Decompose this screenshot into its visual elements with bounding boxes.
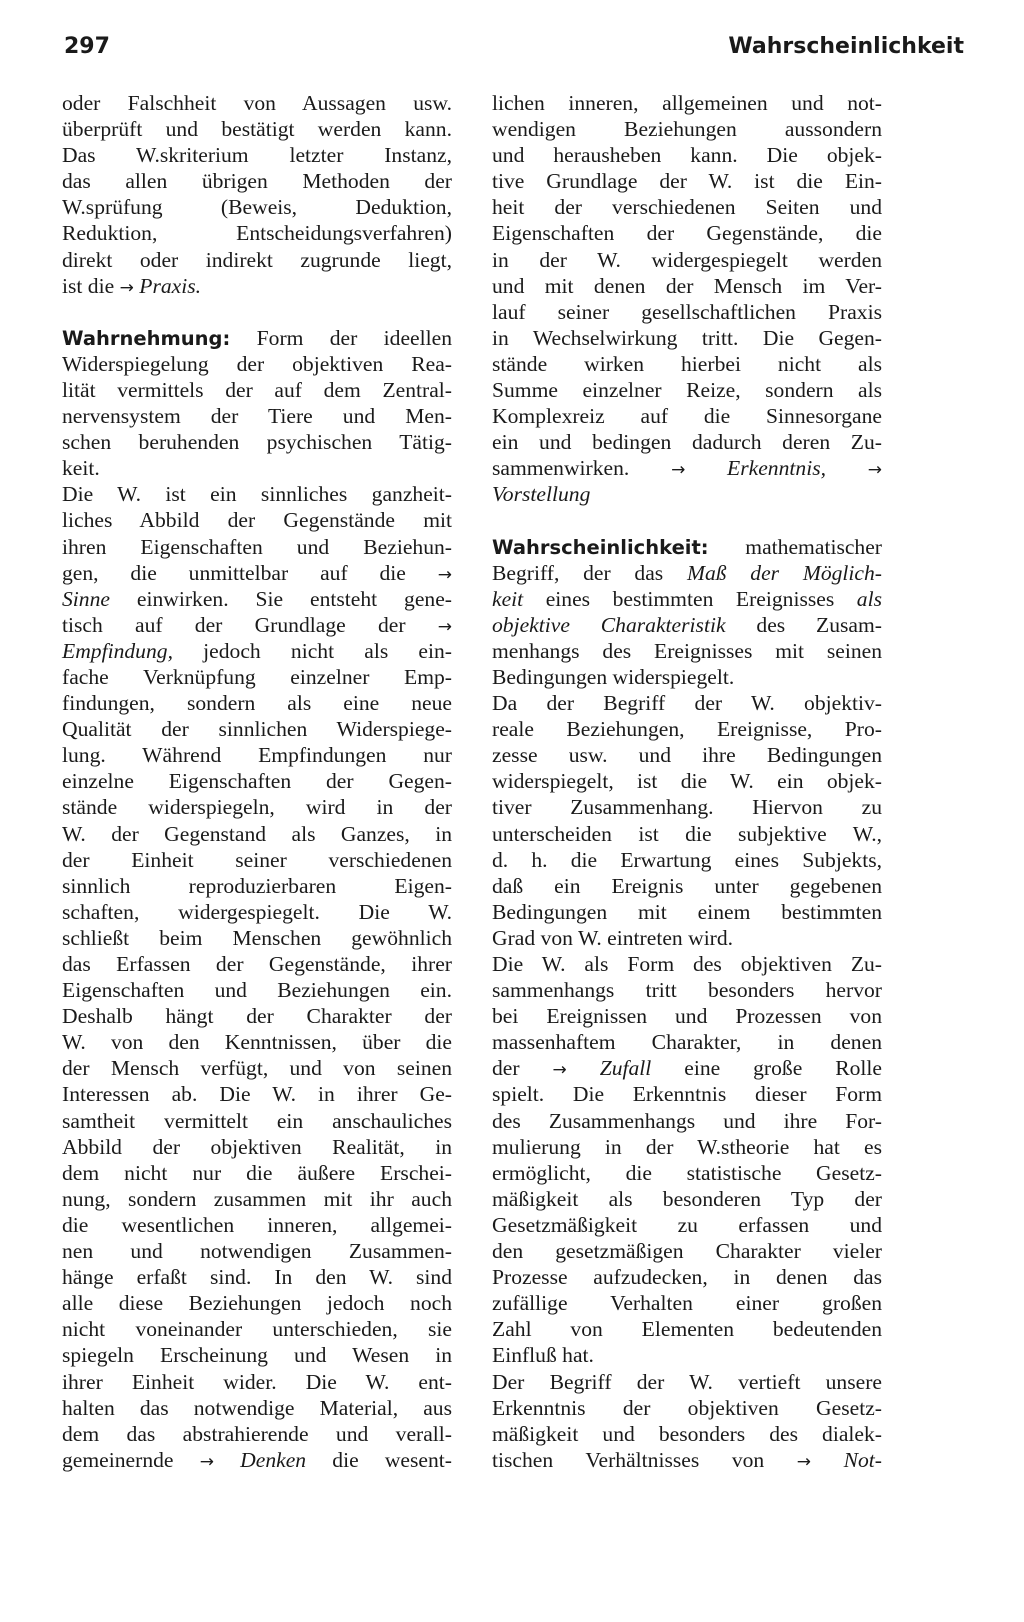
- entry-wahrnehmung: [62, 325, 452, 1473]
- text-line: und herausheben kann. Die objek-: [492, 143, 882, 168]
- text-line: sinnlich reproduzierbaren Eigen-: [62, 873, 452, 898]
- text-line: Reduktion, Entscheidungsverfahren): [62, 221, 452, 246]
- text-line: Interessen ab. Die W. in ihrer Ge-: [62, 1082, 452, 1107]
- text-line: Komplexreiz auf die Sinnesorgane: [492, 404, 882, 429]
- text-line: Bedingungen mit einem bestimmten: [492, 899, 882, 924]
- cross-reference-denken[interactable]: Denken: [240, 1447, 307, 1472]
- cross-reference-arrow-icon: →: [437, 564, 452, 585]
- text-line: den gesetzmäßigen Charakter vieler: [492, 1239, 882, 1264]
- text-line: nicht voneinander unterschieden, sie: [62, 1317, 452, 1342]
- text-line: die wesentlichen inneren, allgemei-: [62, 1212, 452, 1237]
- text-line: hänge erfaßt sind. In den W. sind: [62, 1265, 452, 1290]
- text-line: [492, 481, 882, 507]
- cross-reference-arrow-icon: →: [199, 1451, 214, 1472]
- text-line: der → Zufall eine große Rolle: [492, 1056, 883, 1081]
- text-line: der Mensch verfügt, und von seinen: [62, 1056, 452, 1081]
- cross-reference-arrow-icon: →: [437, 616, 453, 637]
- text-line: Abbild der objektiven Realität, in: [62, 1134, 452, 1159]
- text-line: keit eines bestimmten Ereignisses als: [492, 586, 882, 611]
- text-line: Prozesse aufzudecken, in denen das: [492, 1265, 882, 1290]
- text-line: gen, die unmittelbar auf die →: [62, 560, 452, 585]
- text-line: ihrer Einheit wider. Die W. ent-: [62, 1369, 452, 1394]
- text-line: fache Verknüpfung einzelner Emp-: [62, 664, 452, 689]
- text-line: stände widerspiegeln, wird in der: [62, 795, 452, 820]
- text-line: lauf seiner gesellschaftlichen Praxis: [492, 299, 882, 324]
- text-line: reale Beziehungen, Ereignisse, Pro-: [492, 717, 882, 742]
- text-line: keit.: [62, 456, 100, 481]
- text-line: einzelne Eigenschaften der Gegen-: [62, 769, 452, 794]
- text-line: des Zusammenhangs und ihre For-: [492, 1108, 882, 1133]
- text-line: menhangs des Ereignisses mit seinen: [492, 638, 882, 663]
- text-line: samtheit vermittelt ein anschauliches: [62, 1108, 452, 1133]
- text-line: ihren Eigenschaften und Beziehun-: [62, 534, 452, 559]
- text-line: W. der Gegenstand als Ganzes, in: [62, 821, 452, 846]
- right-column: [492, 90, 882, 1473]
- cross-reference-vorstellung[interactable]: Vorstellung: [492, 482, 591, 507]
- text-line: gemeinernde → Denken die wesent-: [62, 1447, 452, 1472]
- text-line: nung, sondern zusammen mit ihr auch: [62, 1186, 452, 1211]
- entry-wahrscheinlichkeit: [492, 534, 882, 1473]
- text-line: tive Grundlage der W. ist die Ein-: [492, 169, 882, 194]
- cross-reference-empfindung[interactable]: Empfindung,: [62, 638, 173, 663]
- cross-reference-sinne[interactable]: Sinne: [62, 586, 110, 611]
- text-line: mulierung in der W.stheorie hat es: [492, 1134, 882, 1159]
- text-line: Die W. ist ein sinnliches ganzheit-: [62, 482, 452, 507]
- text-line: Empfindung, jedoch nicht als ein-: [62, 638, 452, 663]
- entry-term: Wahrnehmung:: [62, 326, 231, 350]
- cross-reference-arrow-icon: →: [552, 1060, 567, 1081]
- text-line: Grad von W. eintreten wird.: [492, 925, 734, 950]
- text-line: nen und notwendigen Zusammen-: [62, 1239, 452, 1264]
- text-line: daß ein Ereignis unter gegebenen: [492, 873, 882, 898]
- entry-wahrnehmung-continuation: [492, 90, 882, 508]
- page-header: [60, 34, 964, 74]
- text-line: unterscheiden ist die subjektive W.,: [492, 821, 882, 846]
- text-line: mäßigkeit als besonderen Typ der: [492, 1186, 882, 1211]
- text-line: Der Begriff der W. vertieft unsere: [492, 1369, 882, 1394]
- cross-reference-praxis[interactable]: Praxis.: [139, 273, 202, 298]
- text-line: Da der Begriff der W. objektiv-: [492, 691, 882, 716]
- text-line: zufällige Verhalten einer großen: [492, 1291, 882, 1316]
- text-line: zesse usw. und ihre Bedingungen: [492, 743, 882, 768]
- cross-reference-arrow-icon: →: [119, 277, 134, 298]
- text-line: alle diese Beziehungen jedoch noch: [62, 1291, 452, 1316]
- text-line: direkt oder indirekt zugrunde liegt,: [62, 247, 452, 272]
- text-line: Zahl von Elementen bedeutenden: [492, 1317, 882, 1342]
- text-line: sammenhangs tritt besonders hervor: [492, 978, 882, 1003]
- text-line: ein und bedingen dadurch deren Zu-: [492, 430, 882, 455]
- text-line: objektive Charakteristik des Zusam-: [492, 612, 882, 637]
- text-line: lichen inneren, allgemeinen und not-: [492, 91, 882, 115]
- text-line: Bedingungen widerspiegelt.: [492, 664, 735, 689]
- text-line: der Einheit seiner verschiedenen: [62, 847, 452, 872]
- text-line: widerspiegelt, ist die W. ein objek-: [492, 769, 882, 794]
- text-line: dem das abstrahierende und verall-: [62, 1421, 452, 1446]
- text-line: wendigen Beziehungen aussondern: [492, 117, 882, 142]
- text-line: Widerspiegelung der objektiven Rea-: [62, 351, 452, 376]
- text-line: W. von den Kenntnissen, über die: [62, 1030, 452, 1055]
- cross-reference-arrow-icon: →: [867, 460, 882, 481]
- text-line: Die W. als Form des objektiven Zu-: [492, 952, 882, 976]
- text-line: das allen übrigen Methoden der: [62, 169, 452, 194]
- text-line: lung. Während Empfindungen nur: [62, 743, 452, 768]
- text-line: lität vermittels der auf dem Zentral-: [62, 377, 452, 402]
- text-line: findungen, sondern als eine neue: [62, 691, 452, 716]
- text-line: Wahrscheinlichkeit: mathematischer: [492, 534, 882, 559]
- text-line: und mit denen der Mensch im Ver-: [492, 273, 882, 298]
- text-line: Begriff, der das Maß der Möglich-: [492, 560, 882, 585]
- text-line: ist die → Praxis.: [62, 273, 202, 298]
- entry-continuation: [62, 90, 452, 299]
- text-line: Wahrnehmung: Form der ideellen: [62, 325, 452, 350]
- text-line: massenhaftem Charakter, in denen: [492, 1030, 882, 1055]
- text-line: W.sprüfung (Beweis, Deduktion,: [62, 195, 452, 220]
- text-line: liches Abbild der Gegenstände mit: [62, 508, 452, 533]
- page-number: 297: [64, 34, 110, 59]
- text-line: in Wechselwirkung tritt. Die Gegen-: [492, 325, 882, 350]
- text-line: Gesetzmäßigkeit zu erfassen und: [492, 1212, 882, 1237]
- text-line: d. h. die Erwartung eines Subjekts,: [492, 847, 882, 872]
- text-line: Erkenntnis der objektiven Gesetz-: [492, 1395, 882, 1420]
- text-line: Eigenschaften der Gegenstände, die: [492, 221, 882, 246]
- text-line: Sinne einwirken. Sie entsteht gene-: [62, 586, 452, 611]
- cross-reference-arrow-icon: →: [796, 1451, 812, 1472]
- text-line: Summe einzelner Reize, sondern als: [492, 378, 882, 403]
- text-line: Qualität der sinnlichen Widerspiege-: [62, 717, 452, 742]
- text-line: in der W. widergespiegelt werden: [492, 247, 882, 272]
- text-line: heit der verschiedenen Seiten und: [492, 195, 882, 220]
- text-line: mäßigkeit und besonders des dialek-: [492, 1421, 882, 1446]
- text-line: stände wirken hierbei nicht als: [492, 351, 882, 376]
- text-line: spielt. Die Erkenntnis dieser Form: [492, 1082, 882, 1107]
- text-line: spiegeln Erscheinung und Wesen in: [62, 1343, 452, 1368]
- text-line: Eigenschaften und Beziehungen ein.: [62, 978, 452, 1003]
- text-line: sammenwirken. → Erkenntnis, →: [492, 456, 882, 481]
- text-line: tiver Zusammenhang. Hiervon zu: [492, 795, 882, 820]
- left-column: [62, 90, 452, 1473]
- text-line: nervensystem der Tiere und Men-: [62, 404, 452, 429]
- text-line: Einfluß hat.: [492, 1343, 594, 1368]
- text-line: oder Falschheit von Aussagen usw.: [62, 91, 452, 115]
- text-line: schließt beim Menschen gewöhnlich: [62, 925, 452, 950]
- text-line: ermöglicht, die statistische Gesetz-: [492, 1160, 882, 1185]
- cross-reference-zufall[interactable]: Zufall: [599, 1056, 652, 1081]
- text-line: das Erfassen der Gegenstände, ihrer: [62, 952, 452, 976]
- text-line: tisch auf der Grundlage der →: [62, 612, 453, 637]
- text-line: tischen Verhältnisses von → Not-: [492, 1447, 882, 1472]
- entry-term: Wahrscheinlichkeit:: [492, 535, 709, 559]
- cross-reference-arrow-icon: →: [671, 460, 686, 481]
- text-line: schaften, widergespiegelt. Die W.: [62, 899, 452, 924]
- text-line: Das W.skriterium letzter Instanz,: [62, 143, 452, 168]
- cross-reference-notwendigkeit[interactable]: Not-: [843, 1447, 882, 1472]
- text-line: bei Ereignissen und Prozessen von: [492, 1004, 882, 1029]
- text-line: schen beruhenden psychischen Tätig-: [62, 430, 452, 455]
- text-line: dem nicht nur die äußere Erschei-: [62, 1160, 452, 1185]
- cross-reference-erkenntnis[interactable]: Erkenntnis,: [727, 456, 827, 481]
- running-head: Wahrscheinlichkeit: [728, 34, 964, 59]
- text-line: halten das notwendige Material, aus: [62, 1395, 452, 1420]
- text-line: überprüft und bestätigt werden kann.: [62, 117, 452, 142]
- text-line: Deshalb hängt der Charakter der: [62, 1004, 452, 1029]
